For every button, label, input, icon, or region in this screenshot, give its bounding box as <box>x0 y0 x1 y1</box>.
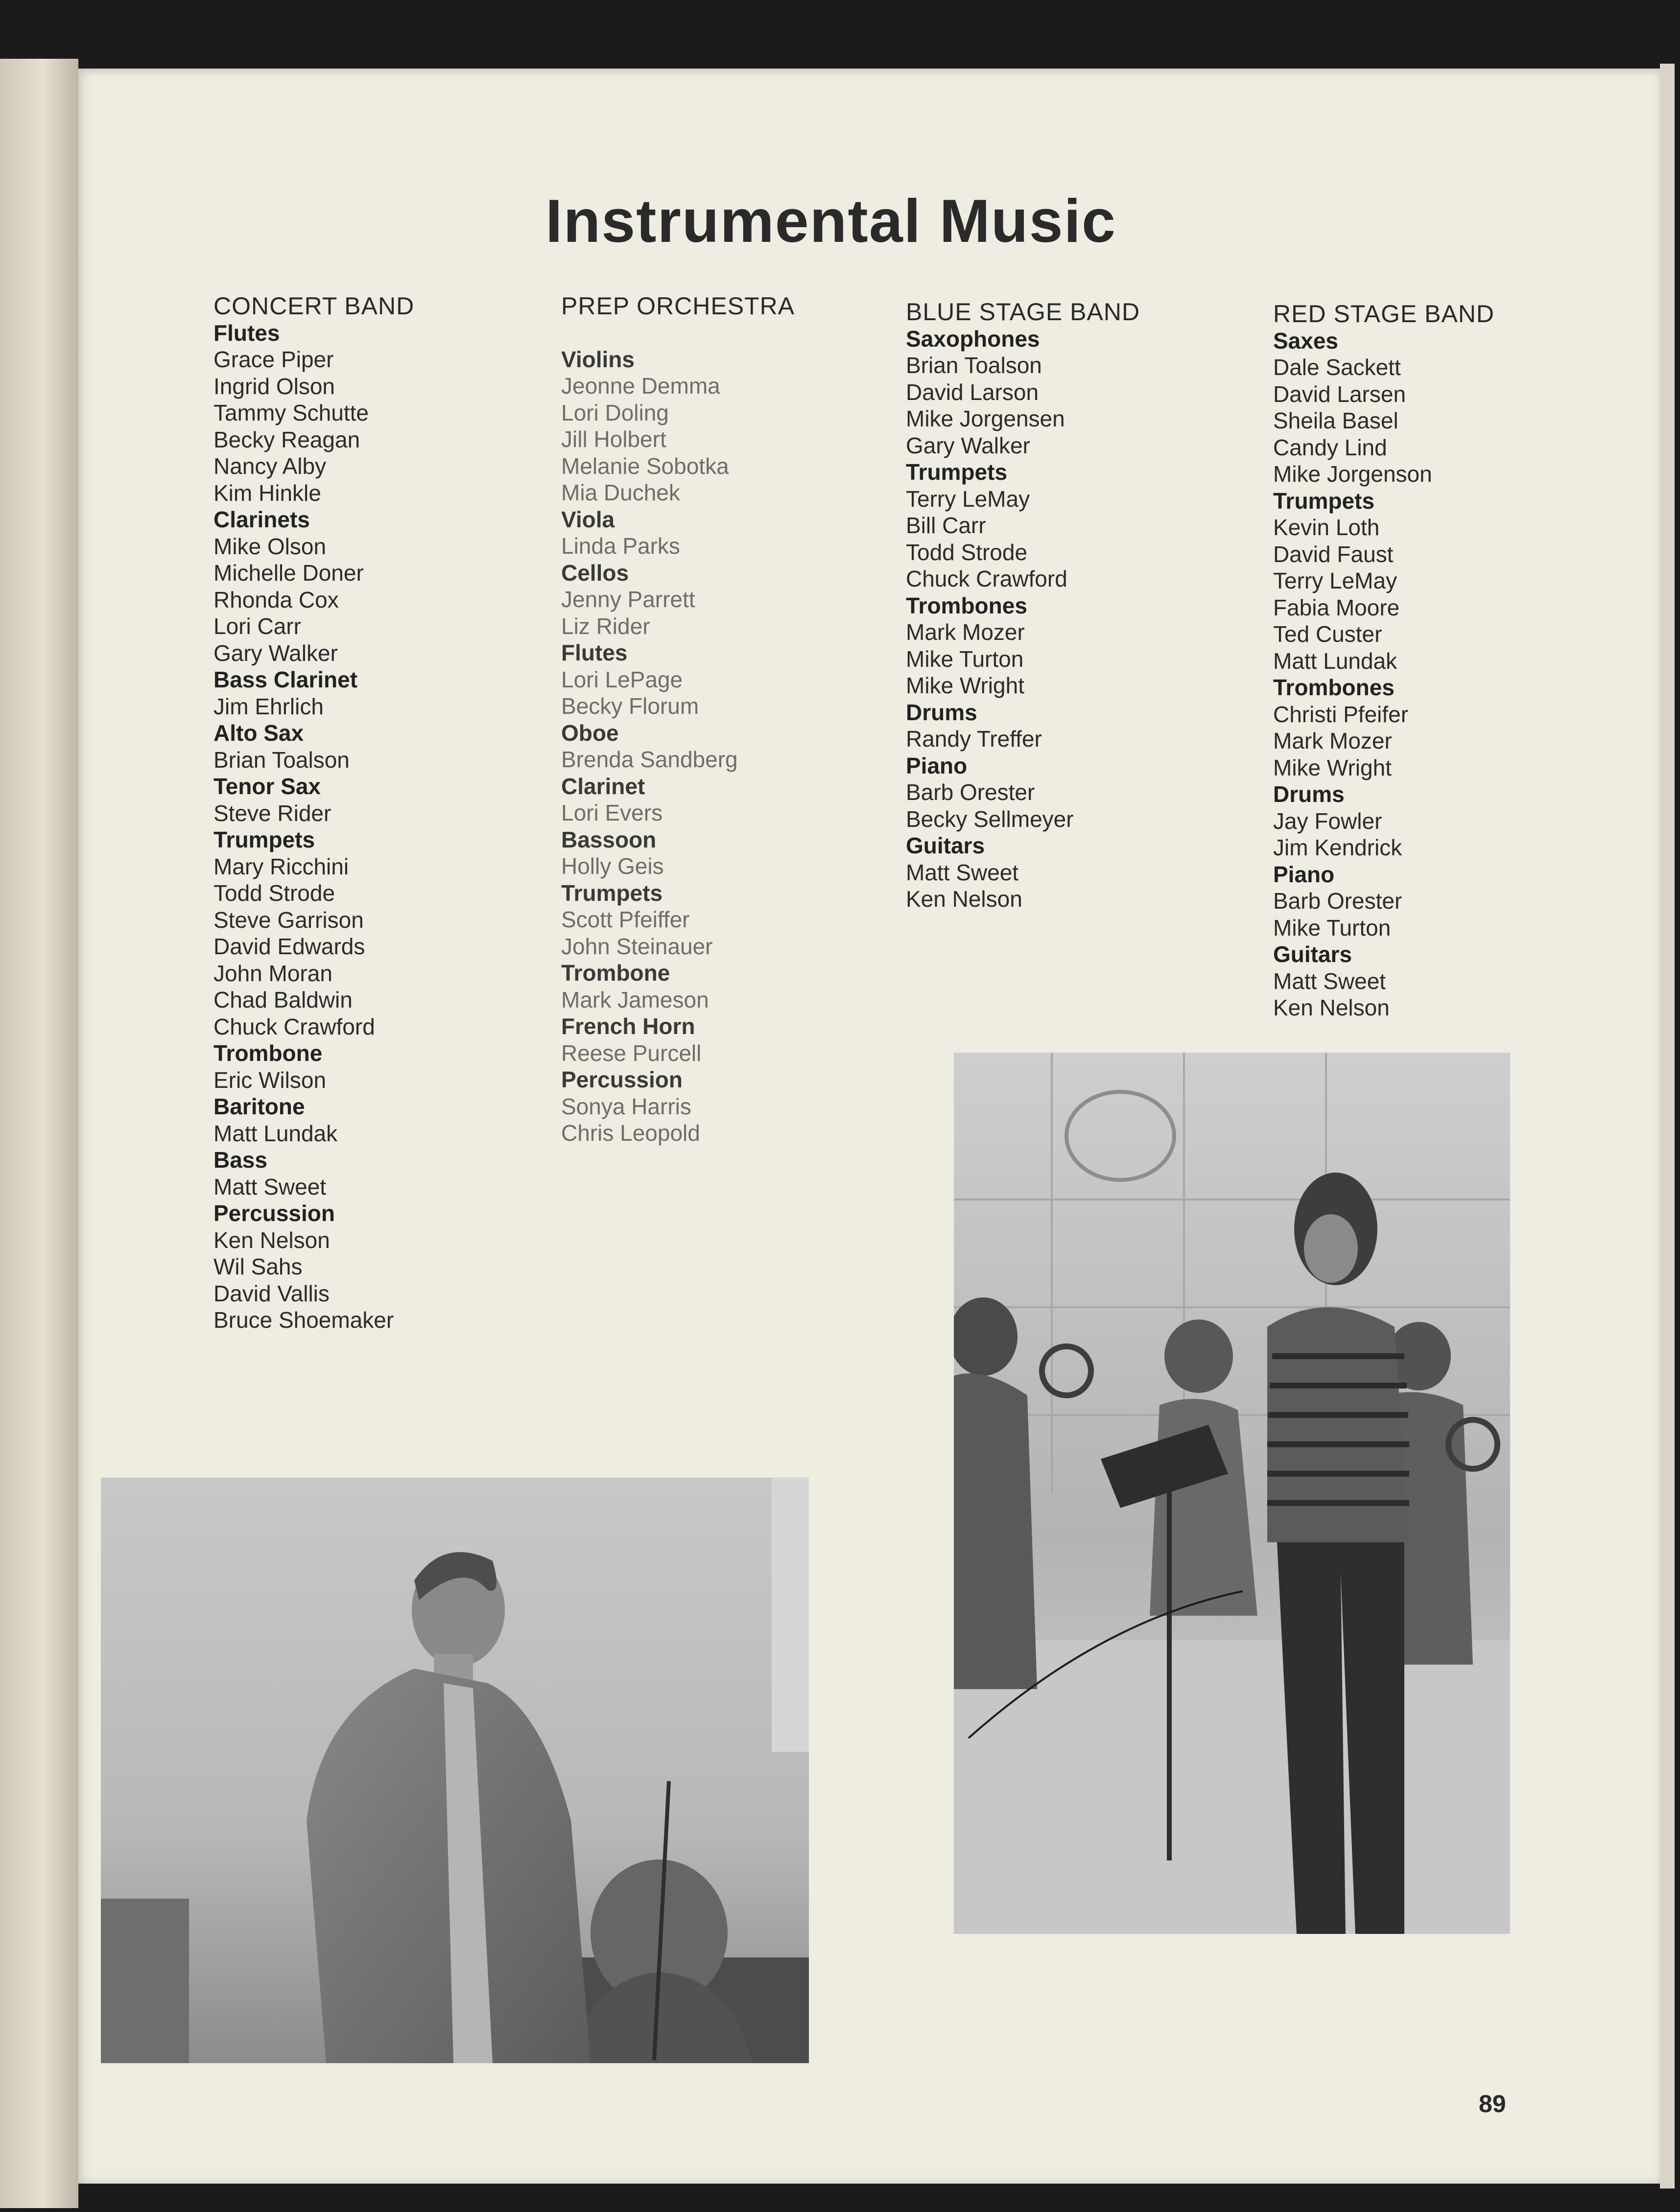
member-name: Mark Mozer <box>1273 728 1392 753</box>
section-heading: Alto Sax <box>213 720 304 746</box>
member-name: Linda Parks <box>561 533 680 559</box>
section-heading: Drums <box>906 699 977 725</box>
member-name: Brenda Sandberg <box>561 747 738 772</box>
section-heading: Oboe <box>561 720 619 746</box>
section-heading: Clarinet <box>561 773 645 799</box>
member-name: Lori LePage <box>561 666 683 692</box>
member-name: Becky Reagan <box>213 426 360 452</box>
member-name: Melanie Sobotka <box>561 453 729 479</box>
section-heading: Bassoon <box>561 826 657 852</box>
section-heading: Trombone <box>213 1040 323 1066</box>
member-name: Sheila Basel <box>1273 408 1398 433</box>
member-name: Steve Garrison <box>213 907 364 933</box>
page-title: Instrumental Music <box>545 188 1116 255</box>
member-name: Brian Toalson <box>906 353 1042 378</box>
section-heading: Baritone <box>213 1094 305 1119</box>
member-name: Jenny Parrett <box>561 587 695 612</box>
member-name: Ingrid Olson <box>213 373 335 399</box>
member-name: Mike Wright <box>906 673 1024 698</box>
member-name: Mia Duchek <box>561 480 680 505</box>
roster-list <box>213 320 576 1334</box>
photo-director-with-violinist <box>101 1478 809 2063</box>
member-name: Ken Nelson <box>1273 995 1390 1020</box>
prep-orchestra-column <box>561 293 923 1147</box>
member-name: Chuck Crawford <box>213 1013 375 1039</box>
section-heading: Cellos <box>561 560 629 586</box>
section-heading: Trumpets <box>906 459 1008 485</box>
red-stage-band-column <box>1273 301 1635 1021</box>
member-name: Kim Hinkle <box>213 480 321 506</box>
column-heading: BLUE STAGE BAND <box>906 298 1140 326</box>
member-name: Ken Nelson <box>213 1227 330 1253</box>
column-heading: RED STAGE BAND <box>1273 300 1495 328</box>
member-name: Mike Turton <box>1273 915 1391 941</box>
section-heading: Violins <box>561 346 635 372</box>
member-name: Ken Nelson <box>906 886 1022 912</box>
member-name: Lori Doling <box>561 400 669 425</box>
member-name: David Faust <box>1273 541 1394 567</box>
member-name: Matt Sweet <box>1273 968 1386 994</box>
section-heading: Piano <box>906 753 968 778</box>
roster-list <box>1273 328 1635 1021</box>
member-name: Mark Mozer <box>906 619 1025 645</box>
section-heading: Trombones <box>1273 675 1395 700</box>
section-heading: Piano <box>1273 861 1335 887</box>
member-name: Jay Fowler <box>1273 808 1382 834</box>
member-name: Bill Carr <box>906 513 986 538</box>
section-heading: Saxes <box>1273 328 1339 353</box>
member-name: Ted Custer <box>1273 621 1382 647</box>
member-name: Eric Wilson <box>213 1067 327 1093</box>
member-name: Steve Rider <box>213 800 331 826</box>
member-name: Dale Sackett <box>1273 354 1401 380</box>
roster-list <box>906 326 1268 913</box>
section-heading: Tenor Sax <box>213 774 321 799</box>
member-name: Mary Ricchini <box>213 853 349 879</box>
facing-page-edge <box>0 59 78 2208</box>
blue-stage-band-column <box>906 299 1268 913</box>
member-name: Sonya Harris <box>561 1093 691 1119</box>
member-name: Wil Sahs <box>213 1254 303 1279</box>
member-name: Chris Leopold <box>561 1120 700 1146</box>
member-name: Becky Florum <box>561 693 699 719</box>
member-name: Todd Strode <box>213 880 335 906</box>
member-name: Nancy Alby <box>213 453 327 479</box>
photo-director-graphic <box>101 1478 809 2063</box>
member-name: Lori Evers <box>561 800 663 825</box>
photo-student-conducting-band <box>954 1053 1510 1934</box>
section-heading: Drums <box>1273 781 1345 807</box>
member-name: Mike Jorgensen <box>906 406 1065 431</box>
member-name: Becky Sellmeyer <box>906 806 1074 832</box>
column-heading: PREP ORCHESTRA <box>561 292 795 320</box>
member-name: Holly Geis <box>561 853 664 879</box>
member-name: Jill Holbert <box>561 426 666 452</box>
section-heading: Guitars <box>906 833 985 858</box>
member-name: Gary Walker <box>213 640 338 666</box>
member-name: David Edwards <box>213 934 365 959</box>
section-heading: Viola <box>561 506 615 532</box>
member-name: Gary Walker <box>906 432 1030 458</box>
member-name: Mike Jorgenson <box>1273 461 1432 487</box>
section-heading: Flutes <box>213 320 280 346</box>
member-name: Kevin Loth <box>1273 515 1380 540</box>
section-heading: Bass Clarinet <box>213 667 358 692</box>
member-name: Tammy Schutte <box>213 400 369 425</box>
section-heading: Bass <box>213 1147 267 1173</box>
member-name: David Vallis <box>213 1280 330 1306</box>
member-name: Chad Baldwin <box>213 987 353 1012</box>
member-name: Jim Kendrick <box>1273 835 1402 860</box>
section-heading: Trombones <box>906 592 1027 618</box>
member-name: Mark Jameson <box>561 987 709 1012</box>
member-name: Matt Sweet <box>213 1174 327 1200</box>
member-name: Scott Pfeiffer <box>561 907 690 932</box>
page-edge <box>1660 64 1675 2188</box>
section-heading: Percussion <box>561 1067 683 1092</box>
section-heading: Trombone <box>561 960 670 986</box>
member-name: Rhonda Cox <box>213 587 339 612</box>
member-name: Chuck Crawford <box>906 566 1067 591</box>
member-name: John Steinauer <box>561 933 713 959</box>
member-name: Mike Wright <box>1273 754 1392 780</box>
column-heading: CONCERT BAND <box>213 292 415 320</box>
member-name: Matt Lundak <box>1273 648 1397 674</box>
member-name: Terry LeMay <box>906 486 1030 512</box>
member-name: Christi Pfeifer <box>1273 701 1409 727</box>
member-name: Jim Ehrlich <box>213 693 324 719</box>
section-heading: Trumpets <box>213 827 315 852</box>
member-name: Terry LeMay <box>1273 568 1397 593</box>
member-name: Jeonne Demma <box>561 373 720 399</box>
member-name: Lori Carr <box>213 613 301 639</box>
photo-band-graphic <box>954 1053 1510 1934</box>
page-number: 89 <box>1479 2090 1506 2118</box>
member-name: Fabia Moore <box>1273 594 1400 620</box>
member-name: David Larson <box>906 379 1039 405</box>
section-heading: Percussion <box>213 1200 335 1226</box>
member-name: Mike Turton <box>906 646 1024 672</box>
member-name: John Moran <box>213 960 332 986</box>
member-name: Reese Purcell <box>561 1040 702 1066</box>
section-heading: French Horn <box>561 1013 695 1039</box>
member-name: Bruce Shoemaker <box>213 1307 394 1333</box>
section-heading: Trumpets <box>561 880 663 906</box>
section-heading: Clarinets <box>213 507 310 532</box>
member-name: Liz Rider <box>561 613 650 639</box>
section-heading: Trumpets <box>1273 488 1375 514</box>
member-name: David Larsen <box>1273 381 1406 407</box>
member-name: Matt Lundak <box>213 1120 338 1146</box>
section-heading: Guitars <box>1273 941 1352 967</box>
member-name: Barb Orester <box>1273 888 1402 914</box>
member-name: Mike Olson <box>213 533 327 559</box>
member-name: Candy Lind <box>1273 434 1387 460</box>
roster-list <box>561 346 923 1147</box>
member-name: Barb Orester <box>906 779 1035 805</box>
member-name: Michelle Doner <box>213 560 364 586</box>
section-heading: Saxophones <box>906 326 1040 352</box>
member-name: Randy Treffer <box>906 726 1042 752</box>
spacer <box>561 320 923 346</box>
member-name: Grace Piper <box>213 347 334 372</box>
member-name: Brian Toalson <box>213 747 350 773</box>
member-name: Todd Strode <box>906 539 1028 565</box>
section-heading: Flutes <box>561 640 628 665</box>
concert-band-column <box>213 293 576 1334</box>
member-name: Matt Sweet <box>906 859 1019 885</box>
